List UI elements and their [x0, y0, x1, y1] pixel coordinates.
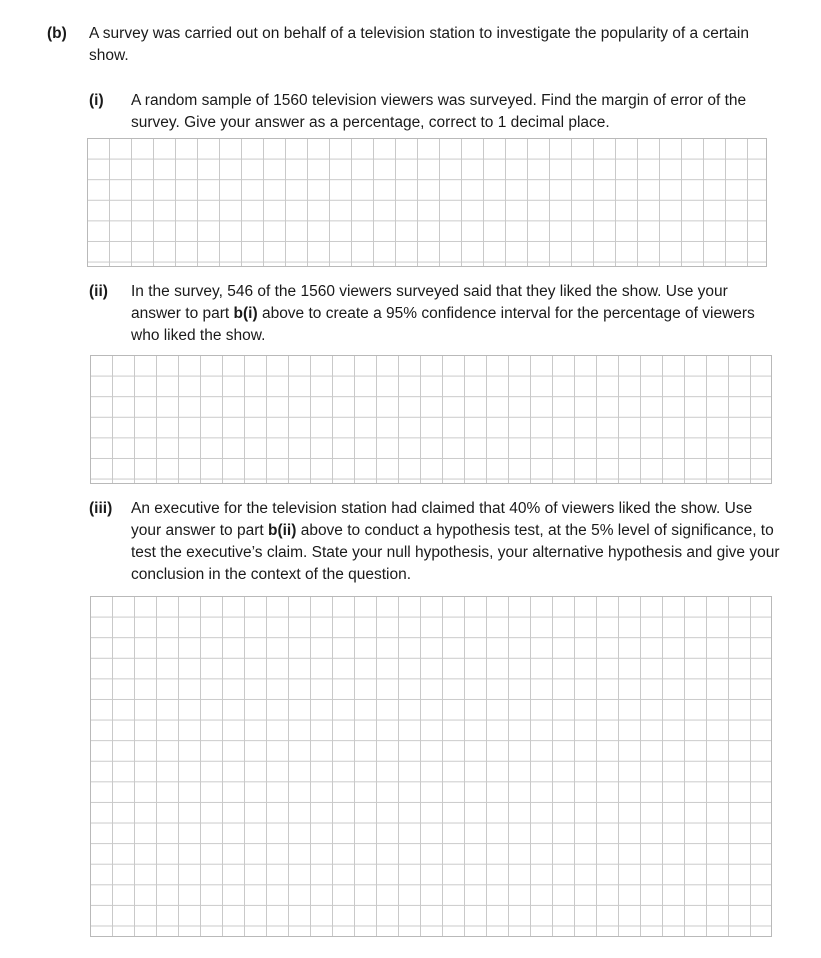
part-iii-text-2: above to conduct a hypothesis test, at the 5% level of significance, to test the executive’s claim. State your null hypothesis, your alternative hypothesis and give your conclusion in the context of the question.	[131, 522, 780, 583]
answer-grid-iii[interactable]	[90, 596, 772, 937]
part-iii-question	[131, 498, 781, 586]
part-i-label: (i)	[89, 92, 104, 109]
part-ii-question	[131, 281, 781, 347]
part-iii-text-1: An executive for the television station had claimed that 40% of viewers liked the show. Use your answer to part	[131, 500, 753, 539]
part-b-question: A survey was carried out on behalf of a television station to investigate the popularity of a certain show.	[89, 25, 749, 64]
part-ii-text-1: In the survey, 546 of the 1560 viewers surveyed said that they liked the show. Use your answer to part	[131, 283, 728, 322]
part-iii-ref: b(ii)	[267, 522, 297, 539]
part-ii-text-2: above to create a 95% confidence interval for the percentage of viewers who liked the show.	[131, 305, 755, 344]
part-ii-ref: b(i)	[233, 305, 258, 322]
answer-grid-i[interactable]	[87, 138, 767, 267]
part-iii-label: (iii)	[89, 500, 113, 517]
part-i-question: A random sample of 1560 television viewers was surveyed. Find the margin of error of the survey. Give your answer as a percentage, correct to 1 decimal place.	[131, 92, 747, 131]
part-ii-label: (ii)	[89, 283, 108, 300]
answer-grid-ii[interactable]	[90, 355, 772, 484]
part-b-label: (b)	[47, 25, 67, 42]
